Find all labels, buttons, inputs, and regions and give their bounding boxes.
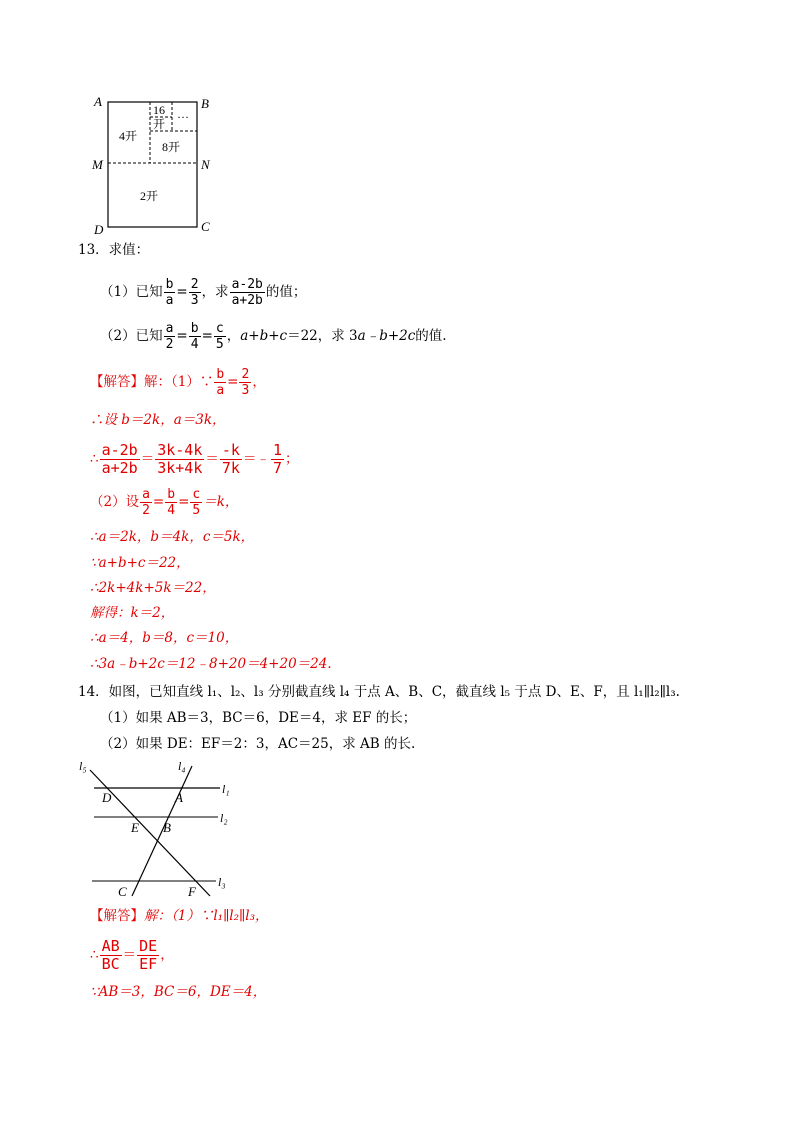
l1-label: l₁ (222, 782, 230, 796)
answer13-line3: ∴ $\frac{a-2b}{a+2b}$ ＝ $\frac{3k-4k}{3k+4k}$ ＝ $\frac{-k}{7k}$ ＝﹣ $\frac{1}{7}$ ； (90, 441, 299, 477)
answer-header: 【解答】 (90, 374, 144, 390)
ellipsis-label: … (177, 107, 189, 121)
answer13-line10: ∴3a﹣b+2c＝12﹣8+20＝4+20＝24. (90, 656, 332, 672)
answer13-line9: ∴a＝4，b＝8，c＝10， (90, 630, 239, 646)
point-b-label: B (163, 820, 171, 835)
paper-size-figure (88, 92, 228, 238)
fraction: $\frac{2}{3}$ (190, 277, 199, 308)
q14-title: 14．如图，已知直线 l₁、l₂、l₃ 分别截直线 l₄ 于点 A、B、C，截直线 l₅ 于点 D、E、F，且 l₁∥l₂∥l₃. (78, 684, 680, 700)
point-c-label: C (118, 884, 127, 899)
point-a-label: A (94, 94, 102, 109)
q14-part2: （2）如果 DE：EF＝2：3，AC＝25，求 AB 的长. (100, 736, 416, 752)
q13-part2: （2）已知 $\frac{a}{2}$ = $\frac{b}{4}$ = $\frac{c}{5}$ ，a+b+c＝22，求 3a﹣b+2c的值. (100, 321, 447, 352)
answer13-line8: 解得：k＝2， (90, 605, 175, 621)
sixteen-label: 16 (153, 103, 165, 117)
point-d-label: D (102, 790, 112, 805)
point-n-label: N (201, 157, 210, 172)
eight-kai-label: 8开 (162, 140, 181, 154)
q14-part1: （1）如果 AB＝3，BC＝6，DE＝4，求 EF 的长； (100, 710, 417, 726)
answer13-line7: ∴2k+4k+5k＝22， (90, 580, 216, 596)
answer-header: 【解答】 (90, 908, 144, 924)
answer13-line2: ∴设 b＝2k，a＝3k， (90, 412, 226, 428)
l5-label: l₅ (79, 759, 87, 773)
point-b-label: B (201, 96, 209, 111)
fraction: $\frac{a-2b}{a+2b}$ (231, 277, 263, 308)
fraction: $\frac{b}{a}$ (165, 277, 174, 308)
parallel-lines-figure (80, 756, 240, 902)
sixteen-kai-label: 开 (153, 117, 166, 131)
l4-label: l₄ (178, 759, 186, 773)
point-a-label: A (175, 790, 183, 805)
answer13-line6: ∵a+b+c＝22， (90, 555, 190, 571)
l3-label: l₃ (218, 875, 226, 889)
q13-part1: （1）已知 $\frac{b}{a}$ = $\frac{2}{3}$ ，求 $\frac{a-2b}{a+2b}$ 的值； (100, 277, 307, 308)
answer14-line2: ∴ $\frac{AB}{BC}$ ＝ $\frac{DE}{EF}$ ， (90, 937, 174, 973)
point-d-label: D (94, 222, 104, 237)
answer13-line5: ∴a＝2k，b＝4k，c＝5k， (90, 529, 255, 545)
answer14-line1: 【解答】解：（1）∵l₁∥l₂∥l₃， (90, 908, 269, 924)
answer13-line4: （2）设 $\frac{a}{2}$ = $\frac{b}{4}$ = $\frac{c}{5}$ ＝k， (90, 487, 239, 518)
point-m-label: M (92, 157, 103, 172)
answer13-line1: 【解答】解：（1）∵ $\frac{b}{a}$ = $\frac{2}{3}$ ， (90, 367, 266, 398)
four-kai-label: 4开 (119, 129, 138, 143)
answer14-line3: ∵AB＝3，BC＝6，DE＝4， (90, 984, 267, 1000)
q13-title: 13．求值： (78, 242, 150, 258)
point-c-label: C (201, 219, 210, 234)
point-f-label: F (188, 884, 196, 899)
point-e-label: E (131, 820, 139, 835)
two-kai-label: 2开 (140, 189, 159, 203)
l2-label: l₂ (220, 811, 228, 825)
